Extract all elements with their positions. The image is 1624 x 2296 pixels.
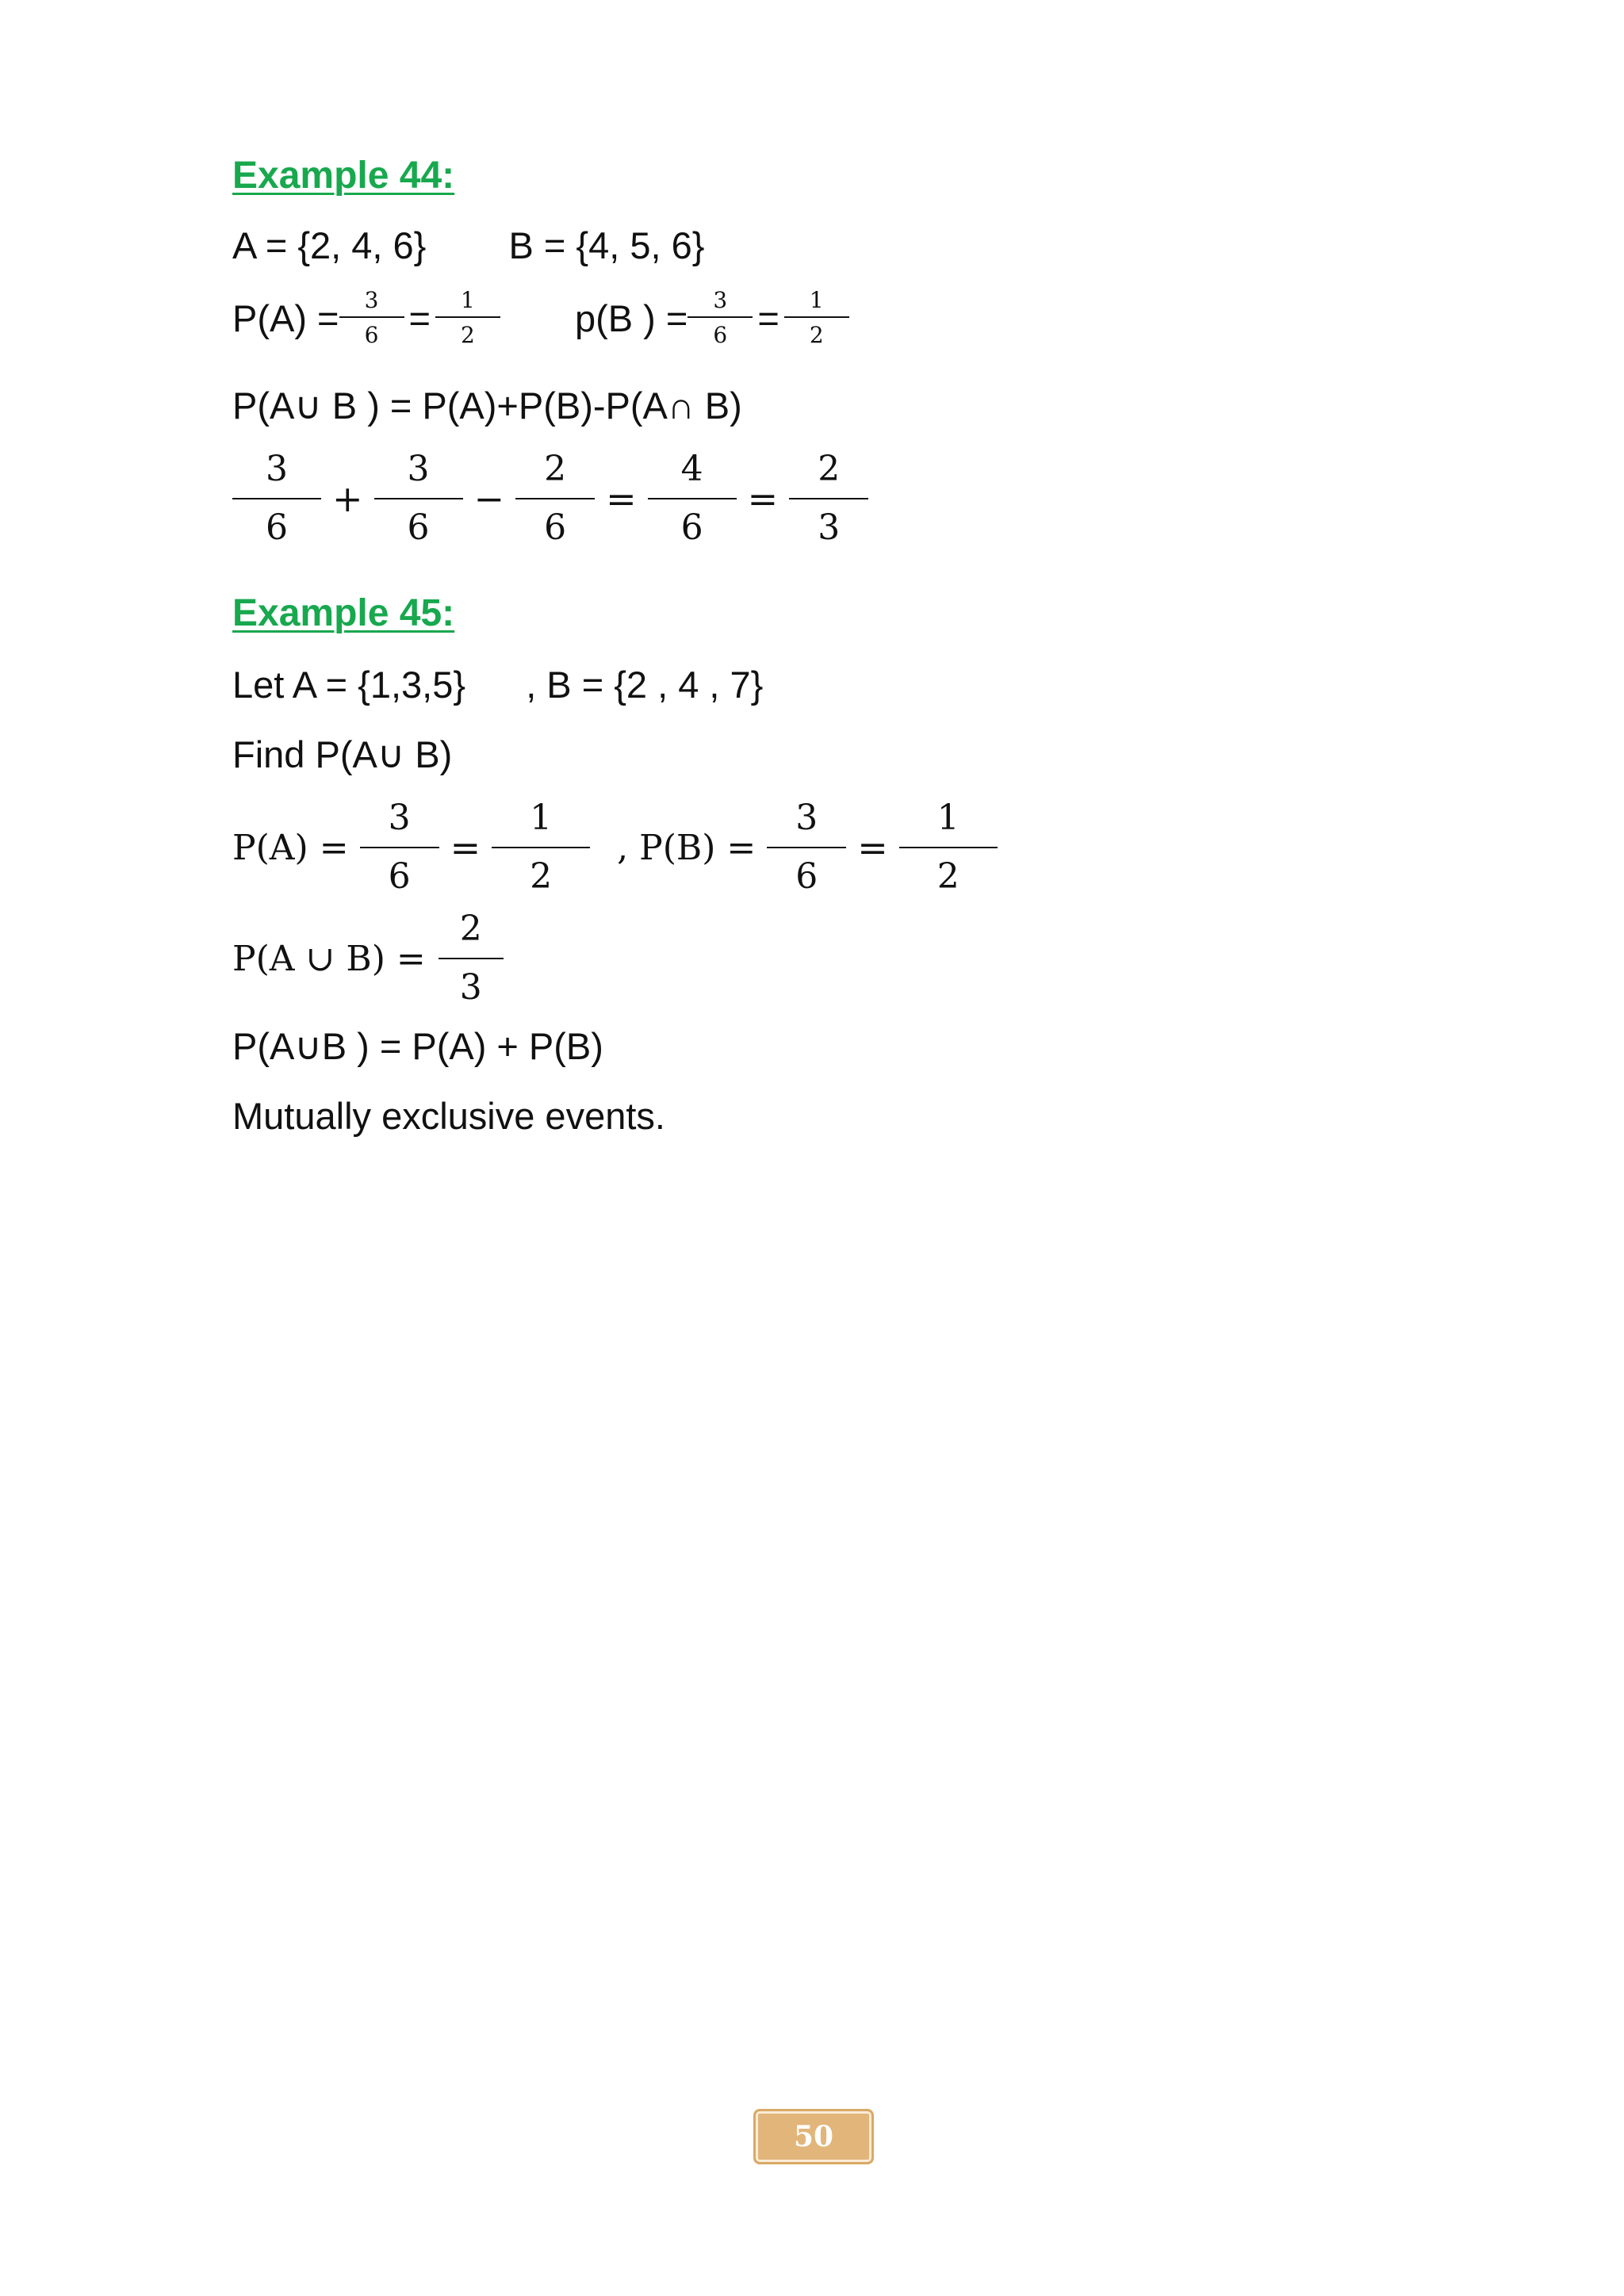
denominator: 6: [364, 322, 379, 348]
ex44-pa-fraction-2: [435, 289, 500, 346]
ex44-pb-fraction-2: [784, 289, 849, 346]
denominator: 6: [407, 507, 430, 548]
ex45-probabilities-row: [232, 798, 998, 897]
ex45-conclusion: Mutually exclusive events.: [232, 1095, 665, 1137]
ex44-calc-minus: −: [473, 477, 505, 520]
denominator: 3: [459, 967, 482, 1008]
ex45-relation-line: P(A∪B ) = P(A) + P(B): [232, 1025, 603, 1067]
ex45-pa-fraction-1: [360, 798, 439, 897]
numerator: 1: [530, 798, 553, 838]
ex44-set-a: A = {2, 4, 6}: [232, 224, 427, 266]
numerator: 3: [407, 449, 430, 489]
numerator: 3: [266, 449, 288, 489]
denominator: 2: [461, 322, 475, 348]
ex45-pb-label: , P(B) =: [617, 827, 756, 868]
numerator: 3: [713, 287, 728, 313]
ex44-pb-fraction-1: [688, 289, 753, 346]
ex44-calc-fraction-4: [648, 449, 737, 548]
page-number: 50: [793, 2120, 834, 2153]
ex44-calc-fraction-2: [374, 449, 463, 548]
denominator: 6: [266, 507, 288, 548]
numerator: 3: [364, 287, 379, 313]
ex45-set-a: Let A = {1,3,5}: [232, 664, 466, 706]
numerator: 3: [795, 798, 818, 838]
ex44-calculation-row: [232, 449, 868, 548]
denominator: 6: [680, 507, 703, 548]
denominator: 2: [809, 322, 824, 348]
ex45-pa-equals: =: [450, 826, 481, 869]
ex44-pb-equals: =: [757, 297, 779, 339]
numerator: 1: [936, 798, 959, 838]
numerator: 1: [461, 287, 475, 313]
numerator: 2: [818, 449, 841, 489]
ex45-union-row: [232, 909, 504, 1008]
ex44-calc-plus: +: [332, 477, 363, 520]
numerator: 1: [809, 287, 824, 313]
numerator: 2: [459, 909, 482, 949]
page-number-badge: [753, 2109, 874, 2164]
denominator: 6: [544, 507, 567, 548]
ex45-pb-fraction-1: [767, 798, 846, 897]
ex44-set-b: B = {4, 5, 6}: [508, 224, 705, 266]
ex45-find-line: Find P(A∪ B): [232, 733, 453, 775]
ex45-set-b: , B = {2 , 4 , 7}: [526, 664, 764, 706]
ex44-calc-fraction-3: [515, 449, 595, 548]
ex45-union-label: P(A ∪ B) =: [232, 938, 426, 979]
denominator: 6: [713, 322, 728, 348]
ex44-probabilities-row: [232, 289, 849, 346]
ex44-pb-label: p(B ) =: [574, 297, 688, 339]
numerator: 2: [544, 449, 567, 489]
ex44-pa-label: P(A) =: [232, 297, 339, 339]
example-44-heading: Example 44:: [232, 155, 455, 197]
ex44-sets-line: [232, 224, 705, 266]
ex45-pb-equals: =: [857, 826, 888, 869]
ex45-pa-fraction-2: [492, 798, 590, 897]
ex44-calc-equals-1: =: [606, 477, 637, 520]
denominator: 6: [795, 856, 818, 897]
ex45-sets-line: [232, 664, 764, 706]
ex45-pb-fraction-2: [899, 798, 998, 897]
ex45-union-fraction: [439, 909, 504, 1008]
denominator: 2: [936, 856, 959, 897]
ex45-pa-label: P(A) =: [232, 827, 349, 868]
example-45-heading: Example 45:: [232, 592, 455, 634]
ex44-pa-fraction-1: [339, 289, 404, 346]
ex44-union-formula: P(A∪ B ) = P(A)+P(B)-P(A∩ B): [232, 385, 742, 427]
numerator: 4: [680, 449, 703, 489]
ex44-calc-fraction-5: [789, 449, 868, 548]
denominator: 6: [388, 856, 411, 897]
ex44-calc-fraction-1: [232, 449, 321, 548]
denominator: 3: [818, 507, 841, 548]
ex44-pa-equals: =: [408, 297, 431, 339]
denominator: 2: [530, 856, 553, 897]
numerator: 3: [388, 798, 411, 838]
ex44-calc-equals-2: =: [747, 477, 779, 520]
